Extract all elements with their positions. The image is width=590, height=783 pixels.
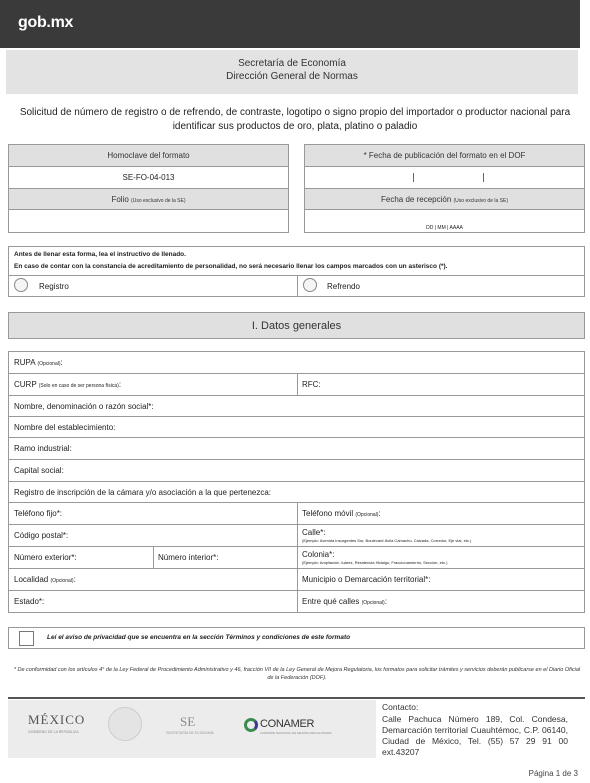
capital-label: Capital social: bbox=[14, 466, 64, 475]
registro-camara-row[interactable] bbox=[9, 482, 584, 503]
curp-field[interactable]: CURP (Solo en caso de ser persona física): bbox=[14, 380, 122, 389]
divider bbox=[297, 374, 298, 395]
rupa-row[interactable] bbox=[9, 352, 584, 374]
date-divider bbox=[483, 173, 484, 182]
ramo-row[interactable] bbox=[9, 438, 584, 460]
direccion-name: Dirección General de Normas bbox=[226, 71, 358, 82]
divider bbox=[153, 547, 154, 568]
instructions-box bbox=[8, 246, 585, 297]
divider bbox=[297, 547, 298, 568]
numero-colonia-row bbox=[9, 547, 584, 569]
establecimiento-label: Nombre del establecimiento: bbox=[14, 423, 116, 432]
privacy-label: Leí el aviso de privacidad que se encuentra en la sección Términos y condiciones de este formato bbox=[47, 634, 351, 641]
colonia-field[interactable]: Colonia*: bbox=[302, 550, 335, 559]
page-number: Página 1 de 3 bbox=[528, 769, 578, 778]
nombre-row[interactable] bbox=[9, 396, 584, 417]
telefono-movil-field[interactable]: Teléfono móvil (Opcional): bbox=[302, 509, 381, 518]
ramo-label: Ramo industrial: bbox=[14, 444, 72, 453]
footer-logos bbox=[8, 700, 376, 758]
fecha-recepcion-note: (Uso exclusivo de la SE) bbox=[453, 198, 508, 204]
se-logo-sub: SECRETARÍA DE ECONOMÍA bbox=[166, 731, 214, 735]
registro-camara-label: Registro de inscripción de la cámara y/o asociación a la que pertenezca: bbox=[14, 488, 272, 497]
colonia-example: (Ejemplo: Ampliación Juárez, Residencia Hidalgo, Fraccionamiento, Sección, etc.) bbox=[302, 560, 448, 565]
refrendo-radio[interactable] bbox=[303, 278, 317, 292]
entre-calles-field[interactable]: Entre qué calles (Opcional): bbox=[302, 597, 387, 606]
secretaria-name: Secretaría de Economía bbox=[238, 58, 346, 69]
municipio-field[interactable]: Municipio o Demarcación territorial*: bbox=[302, 575, 431, 584]
estado-calles-row bbox=[9, 591, 584, 613]
numero-interior-field[interactable]: Número interior*: bbox=[158, 553, 219, 562]
legal-note: * De conformidad con los artículos 4° de la Ley Federal de Procedimiento Administrativo y 46, fracción VII de la Ley General de Mejora Regulatoria, los formatos para solicitar trámites y servicios deberán publicarse en el Diario Oficial de la Federación (DOF). bbox=[13, 667, 581, 681]
contact-title: Contacto: bbox=[382, 702, 419, 712]
capital-row[interactable] bbox=[9, 460, 584, 482]
divider bbox=[297, 569, 298, 590]
estado-field[interactable]: Estado*: bbox=[14, 597, 45, 606]
privacy-row bbox=[8, 627, 585, 649]
homoclave-value: SE-FO-04-013 bbox=[122, 173, 175, 182]
gobmx-header-bar bbox=[0, 0, 580, 48]
calle-example: (Ejemplo: Avenida Insurgentes Sur, Boulevard Ávila Camacho, Calzada, Corredor, Eje vial, etc.) bbox=[302, 538, 472, 543]
homoclave-box bbox=[8, 144, 289, 233]
folio-header bbox=[9, 188, 288, 210]
nombre-label: Nombre, denominación o razón social*: bbox=[14, 402, 154, 411]
privacy-checkbox[interactable] bbox=[19, 631, 34, 646]
conamer-logo-sub: COMISIÓN NACIONAL DE MEJORA REGULATORIA bbox=[260, 731, 332, 735]
se-logo: SE bbox=[180, 714, 196, 729]
telefono-fijo-field[interactable]: Teléfono fijo*: bbox=[14, 509, 63, 518]
cp-calle-row bbox=[9, 525, 584, 547]
homoclave-label: Homoclave del formato bbox=[9, 145, 288, 167]
date-format-hint: DD | MM | AAAA bbox=[426, 225, 463, 231]
localidad-municipio-row bbox=[9, 569, 584, 591]
divider bbox=[297, 591, 298, 613]
telefono-row bbox=[9, 503, 584, 525]
divider bbox=[297, 525, 298, 546]
date-divider bbox=[413, 173, 414, 182]
seal-icon bbox=[108, 707, 142, 741]
rfc-field[interactable]: RFC: bbox=[302, 380, 321, 389]
registro-radio[interactable] bbox=[14, 278, 28, 292]
gobmx-logo[interactable]: gob.mx bbox=[18, 14, 74, 31]
localidad-field[interactable]: Localidad (Opcional): bbox=[14, 575, 76, 584]
calle-field[interactable]: Calle*: bbox=[302, 528, 326, 537]
fecha-publicacion-label: * Fecha de publicación del formato en el DOF bbox=[305, 145, 584, 167]
folio-note: (Uso exclusivo de la SE) bbox=[131, 198, 186, 204]
conamer-icon bbox=[244, 718, 258, 732]
mexico-logo: MÉXICO bbox=[28, 712, 86, 727]
form-title: Solicitud de número de registro o de refrendo, de contraste, logotipo o signo propio del importador o productor nacional para identificar sus productos de oro, plata, platino o paladio bbox=[19, 107, 571, 132]
establecimiento-row[interactable] bbox=[9, 417, 584, 438]
fecha-box bbox=[304, 144, 585, 233]
mexico-logo-sub: GOBIERNO DE LA REPÚBLICA bbox=[28, 730, 79, 734]
rupa-label: RUPA (Opcional): bbox=[14, 358, 63, 367]
instructions-line-1: Antes de llenar esta forma, lea el instructivo de llenado. bbox=[14, 251, 186, 258]
section-title: I. Datos generales bbox=[8, 312, 585, 339]
curp-rfc-row bbox=[9, 374, 584, 396]
divider bbox=[297, 503, 298, 524]
datos-generales-table bbox=[8, 351, 585, 613]
fecha-recepcion-label: Fecha de recepción bbox=[381, 195, 452, 204]
folio-label: Folio bbox=[111, 195, 129, 204]
divider bbox=[297, 275, 298, 296]
conamer-logo: CONAMER bbox=[260, 718, 315, 730]
registro-label: Registro bbox=[39, 282, 69, 291]
dependency-header bbox=[6, 50, 578, 94]
contact-body: Calle Pachuca Número 189, Col. Condesa, Demarcación territorial Cuauhtémoc, C.P. 06140, Ciudad de México, Tel. (55) 57 29 91 00 ext.43207 bbox=[382, 714, 568, 757]
fecha-publicacion-field[interactable] bbox=[305, 167, 584, 188]
instructions-line-2: En caso de contar con la constancia de acreditamiento de personalidad, no será necesario llenar los campos marcados con un asterisco (*). bbox=[14, 263, 448, 270]
fecha-recepcion-header bbox=[305, 188, 584, 210]
folio-field[interactable] bbox=[9, 210, 288, 233]
footer-divider bbox=[8, 697, 585, 699]
fecha-recepcion-field[interactable] bbox=[305, 210, 584, 233]
refrendo-label: Refrendo bbox=[327, 282, 360, 291]
codigo-postal-field[interactable]: Código postal*: bbox=[14, 531, 69, 540]
numero-exterior-field[interactable]: Número exterior*: bbox=[14, 553, 77, 562]
